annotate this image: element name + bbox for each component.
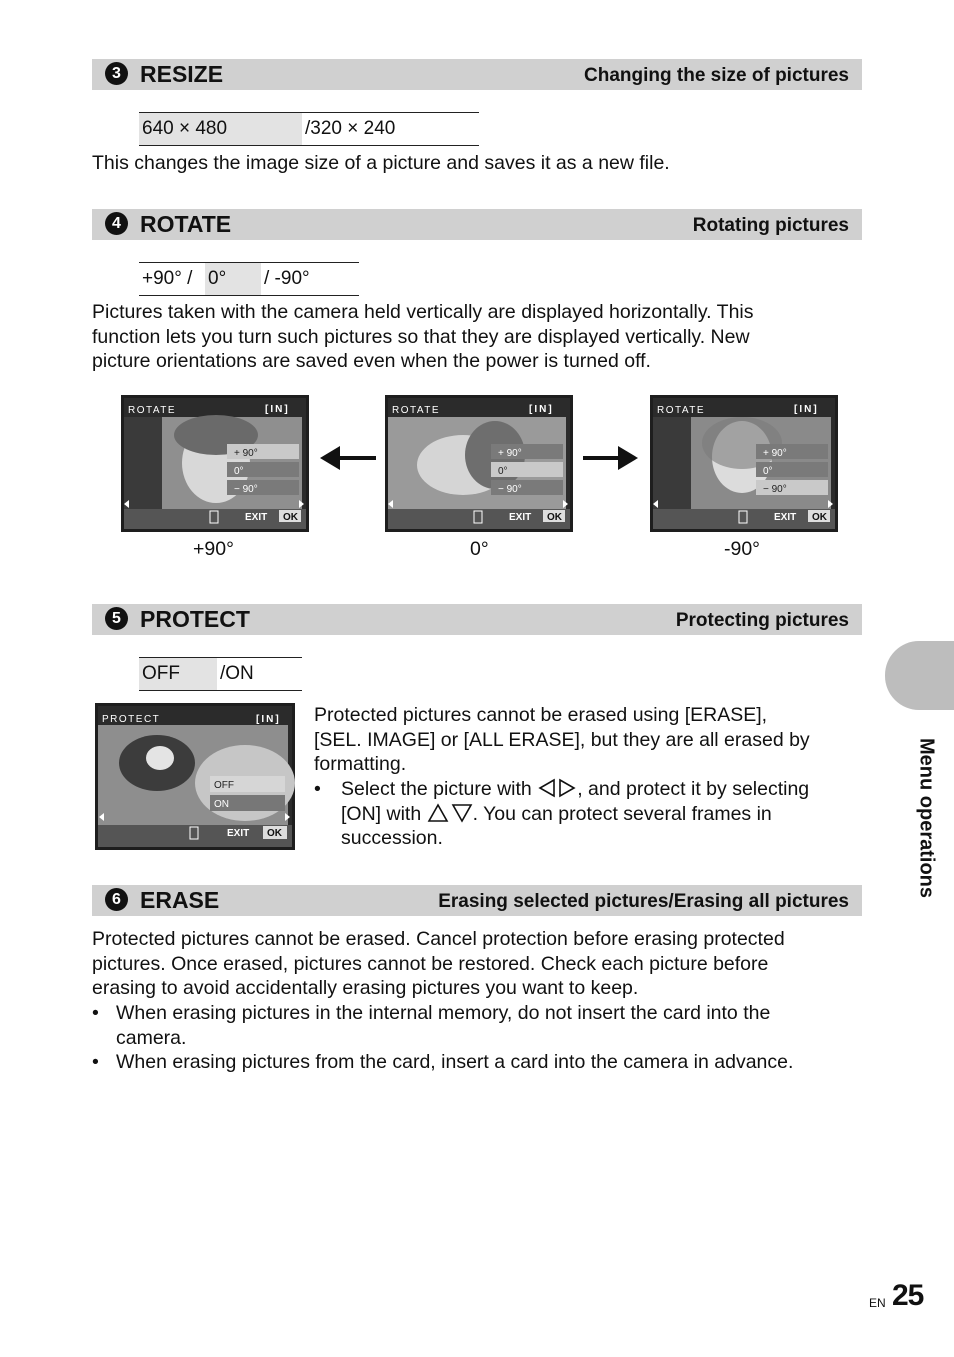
ok-button-icon: OK (267, 828, 282, 839)
text-line: Protected pictures cannot be erased using [ERASE], (314, 704, 768, 726)
option: +90° / (142, 268, 193, 289)
arrow-right-icon (618, 446, 638, 470)
memory-indicator: [IN] (265, 404, 290, 415)
option-default: 0° (205, 263, 261, 295)
text-line: camera. (116, 1026, 187, 1049)
menu-plus90: + 90° (498, 448, 522, 459)
option-default: OFF (139, 658, 217, 690)
section-number: 3 (105, 62, 128, 85)
text-line: [SEL. IMAGE] or [ALL ERASE], but they are all erased by (314, 728, 810, 751)
screen-label: ROTATE (657, 405, 706, 416)
resize-section-header (92, 59, 862, 90)
page-language: EN (869, 1296, 886, 1310)
text-line: erasing to avoid accidentally erasing pictures you want to keep. (92, 977, 639, 1000)
erase-section-header (92, 885, 862, 916)
up-down-arrows-icon (427, 803, 473, 823)
section-number: 5 (105, 607, 128, 630)
caption-plus90: +90° (193, 538, 234, 560)
section-number: 4 (105, 212, 128, 235)
erase-bullet-1: • When erasing pictures in the internal memory, do not insert the card into the camera. (92, 1001, 872, 1050)
menu-0: 0° (234, 466, 244, 477)
menu-0: 0° (498, 466, 508, 477)
option-default: 640 × 480 (139, 113, 302, 145)
screen-label: PROTECT (102, 714, 161, 725)
resize-options (139, 112, 479, 146)
screen-label: ROTATE (128, 405, 177, 416)
menu-minus90: − 90° (234, 484, 258, 495)
ok-button-icon: OK (812, 512, 827, 523)
erase-bullet-2: • When erasing pictures from the card, insert a card into the camera in advance. (92, 1050, 872, 1075)
ok-button-icon: OK (547, 512, 562, 523)
exit-label: EXIT (227, 828, 250, 839)
memory-indicator: [IN] (529, 404, 554, 415)
menu-on: ON (214, 799, 229, 810)
text-line: function lets you turn such pictures so that they are displayed vertically. New (92, 325, 750, 348)
camera-screen-minus90 (650, 395, 838, 532)
section-subtitle: Rotating pictures (692, 215, 849, 236)
resize-description: This changes the image size of a picture and saves it as a new file. (92, 152, 670, 174)
text-line: picture orientations are saved even when the power is turned off. (92, 350, 651, 373)
menu-minus90: − 90° (498, 484, 522, 495)
exit-label: EXIT (245, 512, 268, 523)
text-line: When erasing pictures in the internal memory, do not insert the card into the (116, 1002, 771, 1024)
text-line: Pictures taken with the camera held vertically are displayed horizontally. This (92, 301, 754, 323)
ok-button-icon: OK (283, 512, 298, 523)
left-right-arrows-icon (537, 778, 577, 798)
camera-screen-plus90 (121, 395, 309, 532)
menu-minus90: − 90° (763, 484, 787, 495)
section-subtitle: Erasing selected pictures/Erasing all pictures (438, 891, 849, 912)
memory-indicator: [IN] (256, 714, 281, 725)
text-line: Select the picture with , and protect it by selecting (341, 778, 810, 800)
memory-indicator: [IN] (794, 404, 819, 415)
section-subtitle: Changing the size of pictures (584, 65, 849, 86)
section-title: PROTECT (140, 606, 250, 632)
rotate-section-header (92, 209, 862, 240)
side-tab (885, 641, 954, 710)
text-line: pictures. Once erased, pictures cannot be restored. Check each picture before (92, 952, 769, 975)
menu-plus90: + 90° (234, 448, 258, 459)
exit-label: EXIT (509, 512, 532, 523)
protect-bullet: • Select the picture with , and protect it by selecting [ON] with . You can protect several frames in succession. (314, 777, 862, 851)
section-subtitle: Protecting pictures (675, 610, 849, 631)
text-line: When erasing pictures from the card, insert a card into the camera in advance. (116, 1051, 794, 1073)
erase-description (92, 927, 785, 1001)
screen-label: ROTATE (392, 405, 441, 416)
exit-label: EXIT (774, 512, 797, 523)
camera-screen-0 (385, 395, 573, 532)
section-title: RESIZE (140, 61, 224, 87)
arrow-left-line (334, 456, 376, 460)
text-line: succession. (341, 827, 443, 850)
page-number: 25 (892, 1279, 924, 1312)
text-line: [ON] with . You can protect several frames in (341, 802, 772, 825)
menu-plus90: + 90° (763, 448, 787, 459)
camera-screen-protect (95, 703, 295, 850)
menu-0: 0° (763, 466, 773, 477)
section-title: ROTATE (140, 211, 232, 237)
section-title: ERASE (140, 887, 220, 913)
protect-section-header (92, 604, 862, 635)
text-line: formatting. (314, 753, 407, 776)
option: / -90° (264, 268, 310, 289)
protect-description (314, 703, 810, 777)
rotate-description (92, 300, 754, 374)
arrow-left-icon (320, 446, 340, 470)
option: /ON (220, 663, 254, 684)
section-number: 6 (105, 888, 128, 911)
side-tab-label: Menu operations (915, 737, 938, 899)
text-line: Protected pictures cannot be erased. Cancel protection before erasing protected (92, 928, 785, 950)
rotate-options (139, 262, 359, 296)
protect-options (139, 657, 302, 691)
menu-off: OFF (214, 780, 234, 791)
option: /320 × 240 (305, 118, 396, 139)
caption-0: 0° (470, 538, 489, 560)
caption-minus90: -90° (724, 538, 760, 560)
